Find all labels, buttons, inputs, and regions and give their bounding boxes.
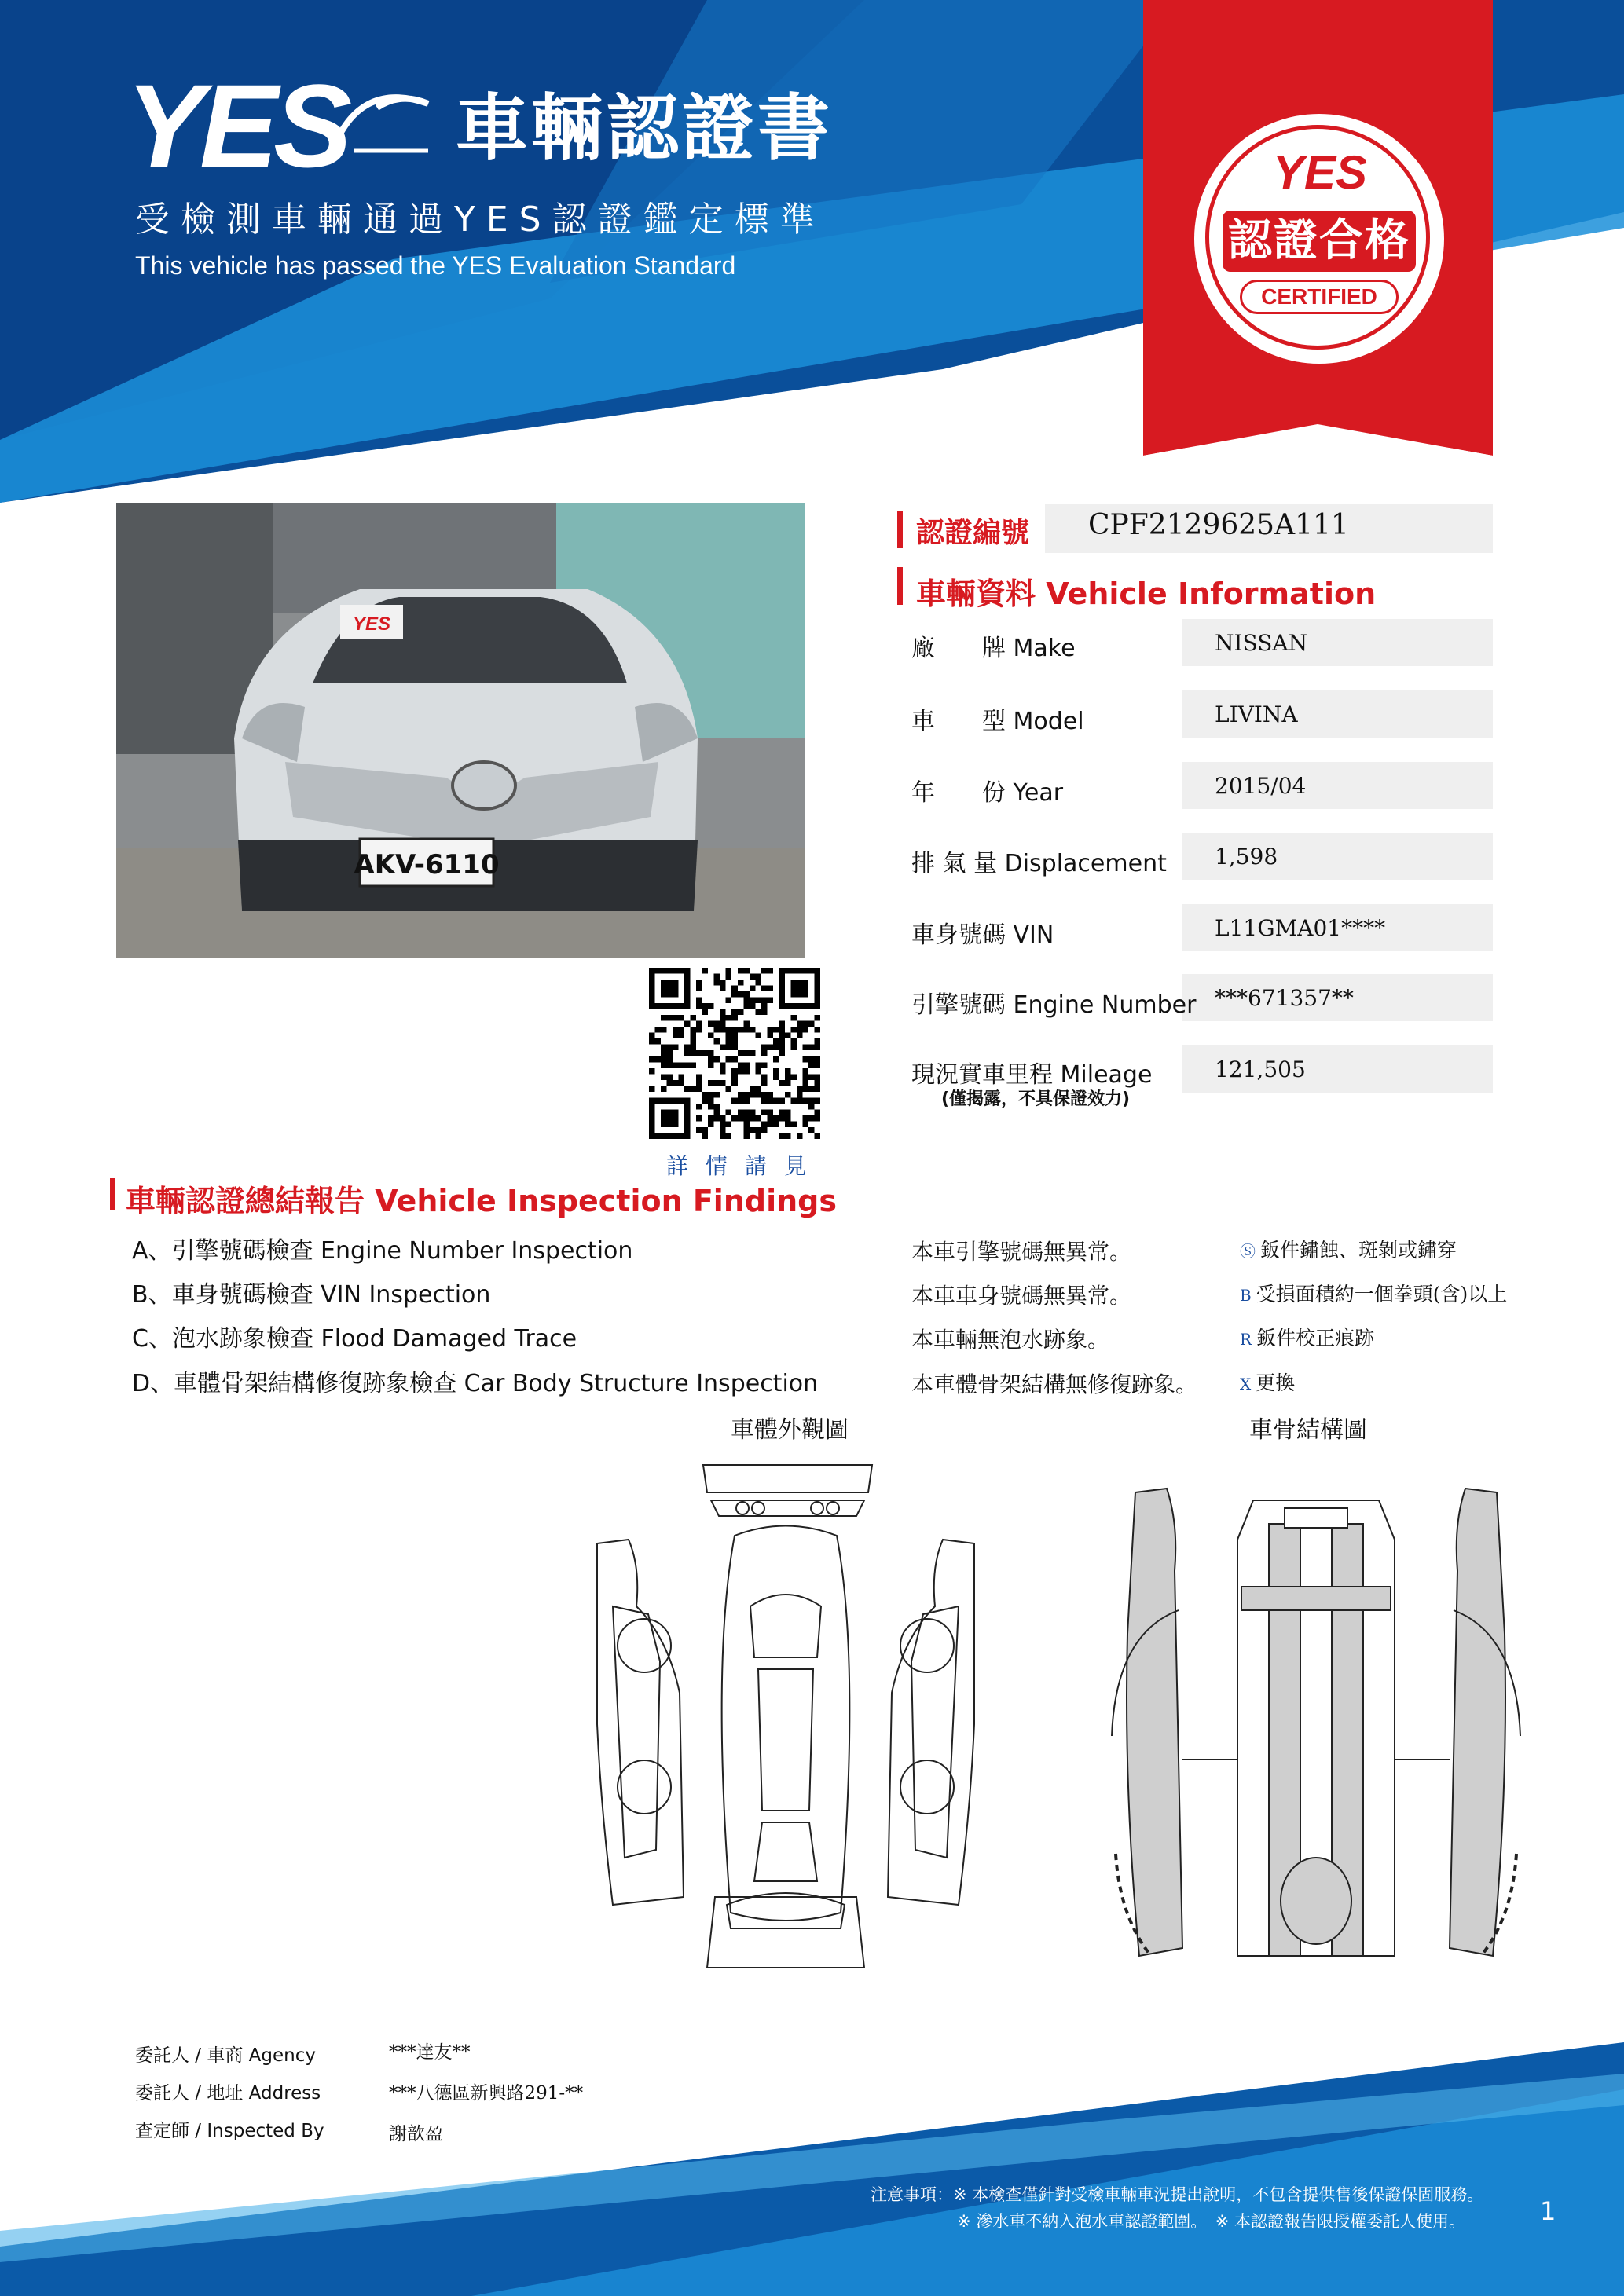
exterior-diagram-title: 車體外觀圖 (731, 1416, 849, 1444)
notice-line-2: ※ 滲水車不納入泡水車認證範圍。 ※ 本認證報告限授權委託人使用。 (957, 2212, 1466, 2231)
model-label: 車 型 Model (911, 708, 1084, 735)
windshield-yes-sticker: YES (352, 613, 391, 635)
mileage-value: 121,505 (1215, 1056, 1306, 1082)
license-plate: AKV-6110 (354, 849, 500, 881)
legend-text-damage: 受損面積約一個拳頭(含)以上 (1256, 1283, 1508, 1305)
seal-yes-logo: YES (1272, 146, 1368, 199)
legend-text-repair: 鈑件校正痕跡 (1256, 1327, 1375, 1349)
finding-item-d: D、車體骨架結構修復跡象檢查 Car Body Structure Inspection (132, 1370, 819, 1397)
displacement-label: 排 氣 量 Displacement (911, 850, 1167, 877)
mileage-label: 現況實車里程 Mileage (911, 1061, 1153, 1089)
address-label: 委託人 / 地址 Address (135, 2083, 321, 2104)
make-value: NISSAN (1215, 630, 1308, 656)
car-swoosh-icon (330, 72, 432, 159)
legend-repair (1240, 1323, 1374, 1351)
legend-replaced (1240, 1368, 1295, 1396)
page-title: 車輛認證書 (456, 86, 834, 170)
agency-value: ***達友** (389, 2042, 471, 2063)
finding-item-c: C、泡水跡象檢查 Flood Damaged Trace (132, 1325, 577, 1353)
qr-code[interactable] (649, 968, 820, 1139)
finding-result-a: 本車引擎號碼無異常。 (911, 1239, 1132, 1265)
subtitle-english: This vehicle has passed the YES Evaluation Standard (135, 251, 736, 280)
vehicle-info-accent-bar (897, 567, 903, 605)
frame-diagram (1104, 1477, 1528, 1979)
finding-item-b: B、車身號碼檢查 VIN Inspection (132, 1281, 491, 1309)
finding-result-d: 本車體骨架結構無修復跡象。 (911, 1371, 1198, 1397)
address-value: ***八德區新興路291-** (389, 2083, 584, 2104)
year-value: 2015/04 (1215, 773, 1307, 799)
cert-number-label: 認證編號 (916, 517, 1030, 549)
page-number: 1 (1540, 2196, 1556, 2226)
cert-number-accent-bar (897, 511, 903, 548)
finding-item-a: A、引擎號碼檢查 Engine Number Inspection (132, 1237, 633, 1265)
model-value: LIVINA (1215, 701, 1298, 727)
engine-number-label: 引擎號碼 Engine Number (911, 991, 1197, 1019)
findings-accent-bar (110, 1178, 115, 1210)
frame-diagram-title: 車骨結構圖 (1249, 1416, 1367, 1444)
legend-symbol-x: X (1240, 1375, 1252, 1393)
legend-symbol-b: B (1240, 1286, 1252, 1305)
make-label: 廠 牌 Make (911, 635, 1076, 662)
vin-value: L11GMA01**** (1215, 915, 1386, 941)
displacement-value: 1,598 (1215, 844, 1278, 870)
vin-label: 車身號碼 VIN (911, 921, 1054, 949)
findings-title: 車輛認證總結報告 Vehicle Inspection Findings (126, 1184, 837, 1218)
ribbon-notch (1143, 408, 1493, 456)
legend-rust (1240, 1235, 1457, 1263)
engine-number-value: ***671357** (1215, 985, 1354, 1011)
seal-certified-label: CERTIFIED (1240, 280, 1399, 314)
qr-caption: 詳情請見 (666, 1153, 824, 1179)
agency-label: 委託人 / 車商 Agency (135, 2045, 316, 2066)
legend-text-rust: 鈑件鏽蝕、斑剝或鏽穿 (1260, 1239, 1457, 1262)
finding-result-b: 本車車身號碼無異常。 (911, 1283, 1132, 1309)
notice-line-1: 注意事項：※ 本檢查僅針對受檢車輛車況提出說明，不包含提供售後保證保固服務。 (871, 2185, 1484, 2204)
year-label: 年 份 Year (911, 779, 1064, 807)
subtitle-chinese: 受檢測車輛通過YES認證鑑定標準 (135, 200, 826, 240)
inspector-label: 查定師 / Inspected By (135, 2121, 324, 2141)
vehicle-info-title: 車輛資料 Vehicle Information (916, 577, 1377, 611)
legend-text-replaced: 更換 (1256, 1371, 1296, 1394)
mileage-note: (僅揭露，不具保證效力) (941, 1089, 1131, 1109)
finding-result-c: 本車輛無泡水跡象。 (911, 1327, 1110, 1353)
exterior-diagram (581, 1457, 990, 2007)
vehicle-photo (116, 503, 805, 958)
inspector-value: 謝歆盈 (389, 2124, 443, 2144)
cert-number-value: CPF2129625A111 (1088, 509, 1349, 541)
legend-damage (1240, 1279, 1507, 1307)
yes-logo: YES (126, 60, 348, 192)
seal-certified-text: 認證合格 (1223, 211, 1416, 272)
legend-symbol-r: R (1240, 1330, 1252, 1349)
legend-symbol-s: Ⓢ (1240, 1242, 1256, 1261)
